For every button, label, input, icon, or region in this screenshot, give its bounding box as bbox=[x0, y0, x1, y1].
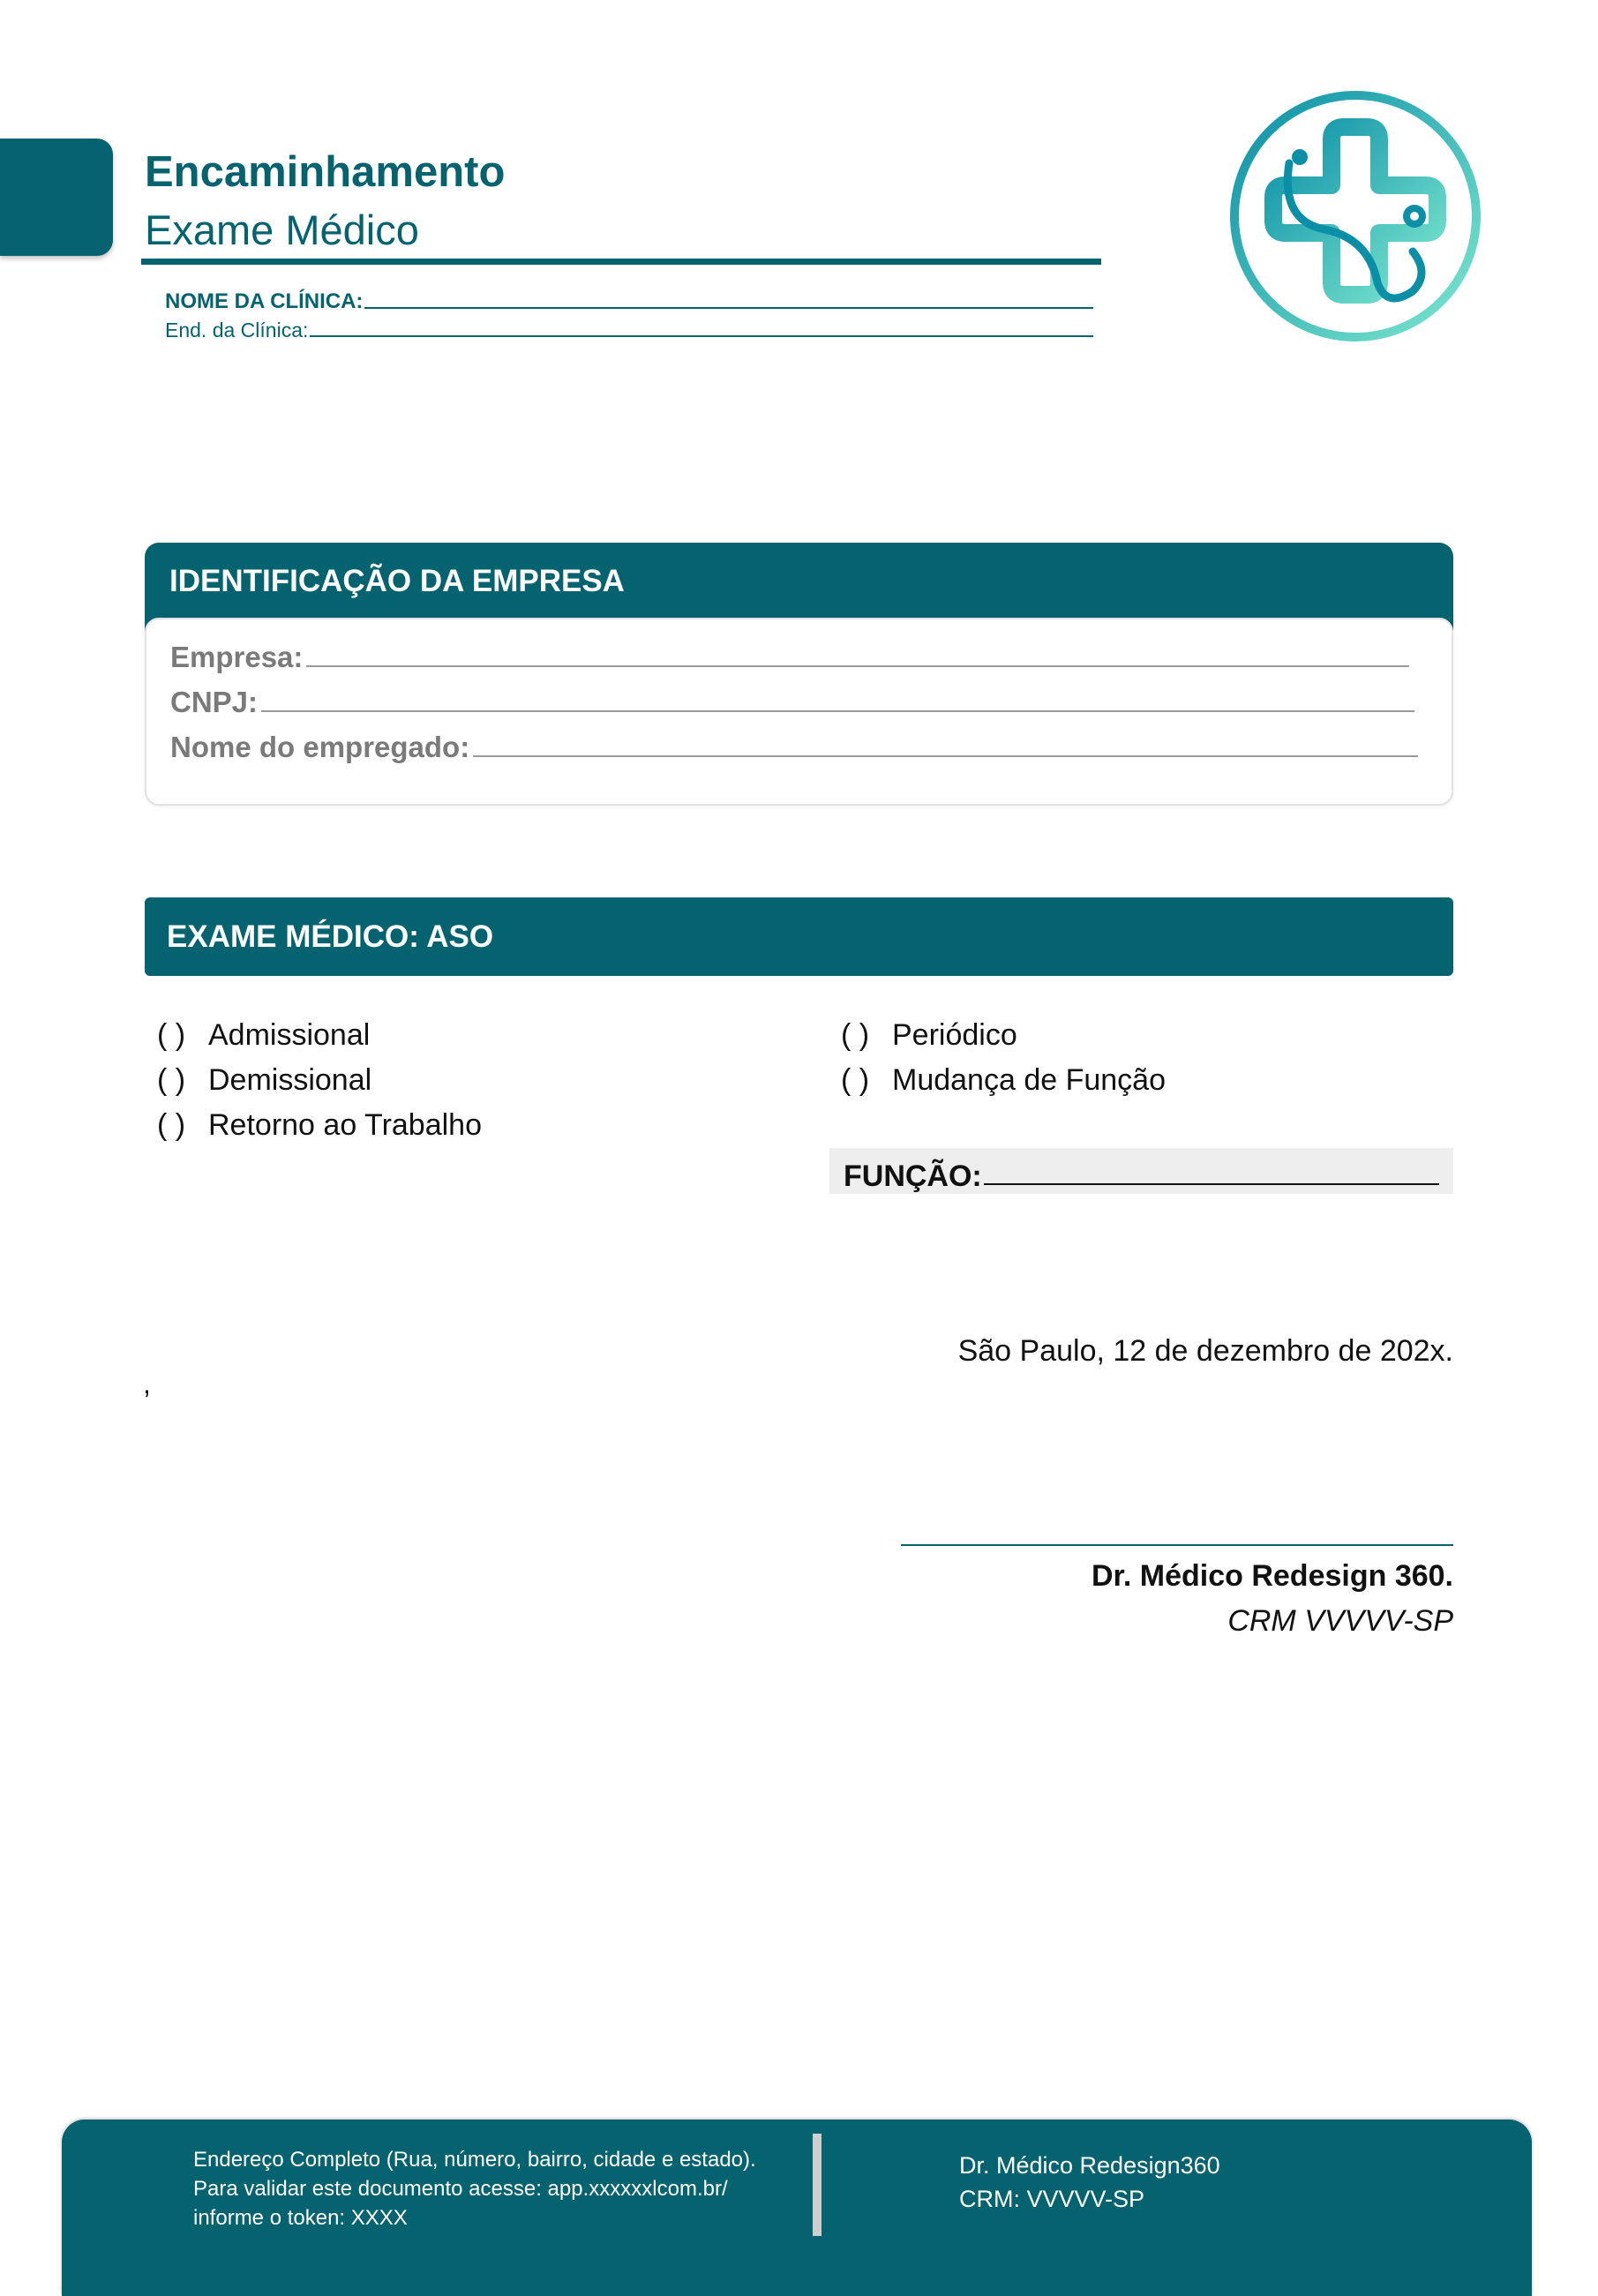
clinic-address-label: End. da Clínica: bbox=[165, 319, 309, 341]
option-demissional[interactable] bbox=[157, 1061, 371, 1099]
cnpj-blank[interactable] bbox=[261, 710, 1414, 712]
employee-name-field[interactable] bbox=[170, 725, 1418, 764]
option-label: Admissional bbox=[208, 1018, 371, 1052]
employee-name-blank[interactable] bbox=[473, 755, 1418, 757]
function-blank[interactable] bbox=[984, 1183, 1439, 1185]
clinic-address-blank[interactable] bbox=[310, 335, 1093, 337]
title-divider bbox=[141, 259, 1101, 265]
option-periodico[interactable] bbox=[841, 1016, 1017, 1054]
clinic-name-field[interactable] bbox=[165, 284, 1093, 314]
option-mudanca-de-funcao[interactable] bbox=[841, 1061, 1166, 1099]
checkbox-mark[interactable]: ( ) bbox=[157, 1018, 186, 1052]
checkbox-mark[interactable]: ( ) bbox=[841, 1063, 870, 1097]
company-section-header: IDENTIFICAÇÃO DA EMPRESA bbox=[145, 543, 1453, 631]
option-label: Periódico bbox=[892, 1018, 1017, 1052]
clinic-name-label: NOME DA CLÍNICA: bbox=[165, 289, 364, 313]
doctor-crm: CRM VVVVV-SP bbox=[1227, 1604, 1453, 1638]
company-blank[interactable] bbox=[306, 665, 1409, 667]
clinic-name-blank[interactable] bbox=[364, 307, 1093, 309]
header-side-tab bbox=[0, 139, 113, 256]
signature-line bbox=[901, 1544, 1453, 1546]
checkbox-mark[interactable]: ( ) bbox=[157, 1063, 186, 1097]
function-label: FUNÇÃO: bbox=[844, 1159, 982, 1193]
document-title: Encaminhamento bbox=[145, 148, 506, 196]
option-label: Mudança de Função bbox=[892, 1063, 1166, 1097]
footer-validation-line: Para validar este documento acesse: app.xxxxxxlcom.br/ bbox=[193, 2177, 728, 2201]
footer-address-block bbox=[193, 2145, 756, 2232]
function-field[interactable] bbox=[829, 1148, 1453, 1194]
stray-mark: , bbox=[143, 1368, 151, 1399]
medical-cross-stethoscope-icon bbox=[1227, 88, 1483, 344]
footer-doctor-name: Dr. Médico Redesign360 bbox=[959, 2152, 1220, 2179]
cnpj-field[interactable] bbox=[170, 680, 1414, 719]
option-label: Retorno ao Trabalho bbox=[208, 1108, 482, 1142]
footer-token-line: informe o token: XXXX bbox=[193, 2206, 408, 2230]
checkbox-mark[interactable]: ( ) bbox=[841, 1018, 870, 1052]
company-field[interactable] bbox=[170, 635, 1409, 674]
option-label: Demissional bbox=[208, 1063, 372, 1097]
option-admissional[interactable] bbox=[157, 1016, 370, 1054]
exam-section-header: EXAME MÉDICO: ASO bbox=[145, 897, 1453, 976]
option-retorno-ao-trabalho[interactable] bbox=[157, 1106, 482, 1144]
document-subtitle: Exame Médico bbox=[145, 206, 419, 253]
cnpj-label: CNPJ: bbox=[170, 686, 259, 718]
footer-address-line: Endereço Completo (Rua, número, bairro, cidade e estado). bbox=[193, 2148, 756, 2172]
clinic-address-field[interactable] bbox=[165, 314, 1093, 342]
date-location-line: São Paulo, 12 de dezembro de 202x. bbox=[957, 1334, 1453, 1368]
footer-doctor-block bbox=[959, 2149, 1220, 2216]
checkbox-mark[interactable]: ( ) bbox=[157, 1108, 186, 1142]
company-label: Empresa: bbox=[170, 641, 304, 673]
footer-doctor-crm: CRM: VVVVV-SP bbox=[959, 2186, 1145, 2212]
employee-name-label: Nome do empregado: bbox=[170, 731, 470, 763]
doctor-name: Dr. Médico Redesign 360. bbox=[1091, 1559, 1453, 1593]
footer-divider bbox=[813, 2134, 822, 2236]
